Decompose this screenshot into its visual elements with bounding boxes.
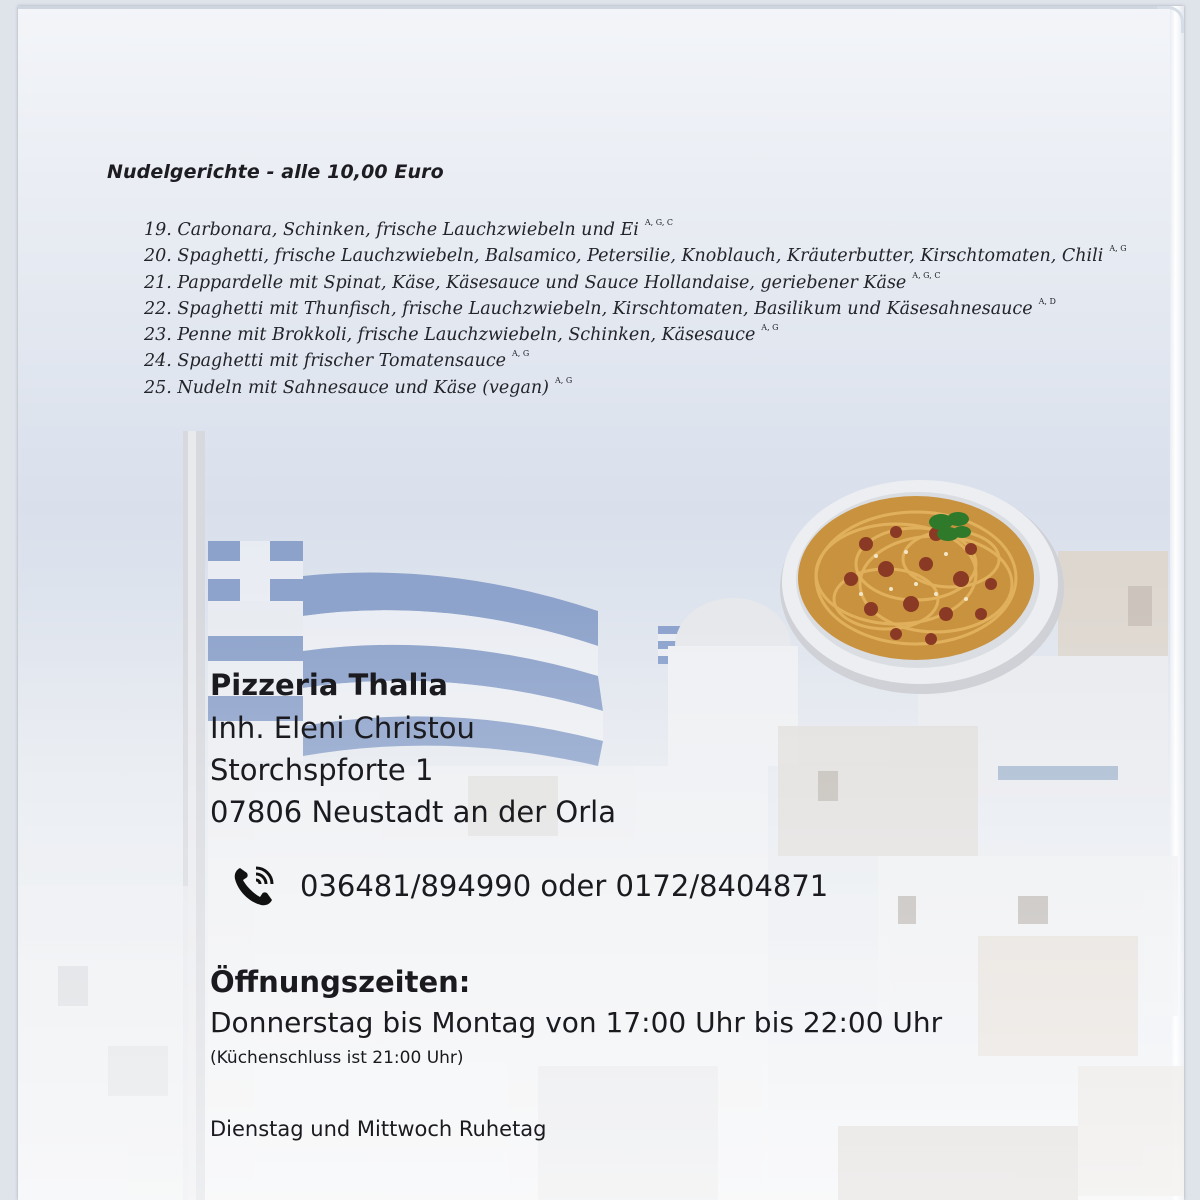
menu-item: 23. Penne mit Brokkoli, frische Lauchzwiebeln, Schinken, Käsesauce $^{A, G}$ [144,323,779,346]
restaurant-owner: Inh. Eleni Christou [210,711,475,745]
spaghetti-dish-image [776,464,1064,698]
menu-list [144,210,1127,398]
menu-item: 22. Spaghetti mit Thunfisch, frische Lauchzwiebeln, Kirschtomaten, Basilikum und Käsesahnesauce $^{A, D}$ [144,296,1056,319]
restaurant-street: Storchspforte 1 [210,753,434,787]
allergen-codes: A, G [512,349,530,359]
menu-item: 24. Spaghetti mit frischer Tomatensauce $^{A, G}$ [144,349,530,372]
menu-item: 20. Spaghetti, frische Lauchzwiebeln, Balsamico, Petersilie, Knoblauch, Kräuterbutter, Kirschtomaten, Chili $^{A, G}$ [144,244,1127,267]
allergen-codes: A, G [761,323,779,333]
opening-hours: Donnerstag bis Montag von 17:00 Uhr bis 22:00 Uhr [210,1006,943,1039]
menu-item: 25. Nudeln mit Sahnesauce und Käse (vegan) $^{A, G}$ [144,375,573,398]
menu-item: 21. Pappardelle mit Spinat, Käse, Käsesauce und Sauce Hollandaise, geriebener Käse $^{A, G, C}$ [144,270,941,293]
opening-hours-title: Öffnungszeiten: [210,965,471,999]
restaurant-name: Pizzeria Thalia [210,668,448,702]
phone-numbers: 036481/894990 oder 0172/8404871 [300,869,829,903]
menu-heading: Nudelgerichte - alle 10,00 Euro [107,161,444,183]
closed-days: Dienstag und Mittwoch Ruhetag [210,1117,547,1141]
menu-item: 19. Carbonara, Schinken, frische Lauchzwiebeln und Ei $^{A, G, C}$ [144,218,674,240]
phone-row [230,862,828,910]
restaurant-city: 07806 Neustadt an der Orla [210,795,616,829]
allergen-codes: A, G [1109,244,1127,254]
kitchen-closing-note: (Küchenschluss ist 21:00 Uhr) [210,1048,464,1068]
allergen-codes: A, G, C [644,218,674,227]
allergen-codes: A, D [1038,296,1056,306]
allergen-codes: A, G [555,375,573,385]
phone-icon [230,862,278,910]
allergen-codes: A, G, C [912,270,941,280]
menu-page [18,6,1184,1200]
